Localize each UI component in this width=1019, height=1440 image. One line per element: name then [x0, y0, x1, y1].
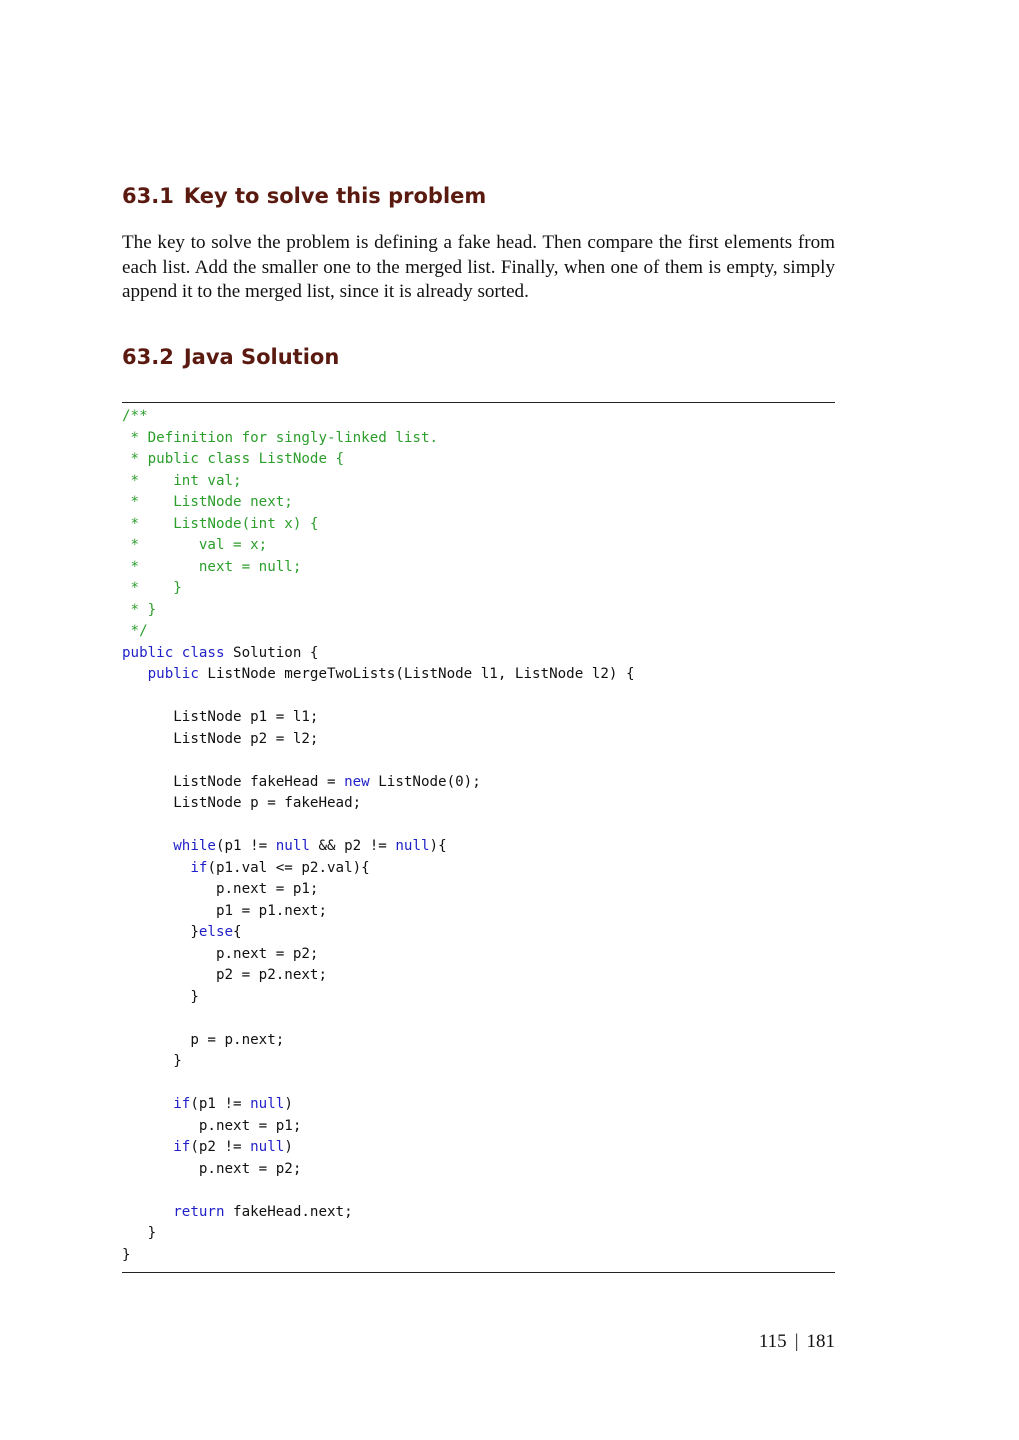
code-text: [173, 645, 182, 661]
code-line: [122, 449, 635, 471]
code-text: }: [122, 988, 199, 1005]
code-text: (p1 !=: [215, 838, 276, 854]
code-line: [122, 987, 635, 1009]
code-text: }: [122, 1225, 157, 1241]
code-text: ): [284, 1139, 293, 1155]
section-number: 63.1: [122, 184, 174, 208]
code-line: [122, 1051, 635, 1073]
section-title: Java Solution: [183, 345, 340, 369]
section-heading-key: [122, 184, 486, 208]
code-text: }: [122, 1246, 131, 1263]
code-line: [122, 621, 635, 643]
code-text: (p2 !=: [190, 1139, 251, 1155]
code-comment: * next = null;: [122, 558, 302, 575]
code-line: [122, 793, 635, 815]
code-line: [122, 944, 635, 966]
code-line: [122, 1159, 635, 1181]
code-keyword: if: [173, 1139, 191, 1155]
code-line: [122, 772, 635, 794]
code-line: [122, 664, 635, 686]
code-text: }: [122, 1053, 182, 1069]
code-comment: * public class ListNode {: [122, 451, 345, 467]
code-text: (p1 !=: [190, 1096, 251, 1112]
code-keyword: new: [344, 773, 370, 790]
code-text: p = p.next;: [122, 1031, 285, 1048]
code-keyword: while: [173, 838, 216, 854]
code-text: [122, 838, 173, 854]
code-top-rule: [122, 402, 835, 403]
code-comment: * Definition for singly-linked list.: [122, 429, 439, 446]
code-line: [122, 1223, 635, 1245]
body-paragraph: The key to solve the problem is defining a fake head. Then compare the first elements from each list. Add the smaller one to the merged list. Finally, when one of them is empty, simply append it to the merged list, since it is already sorted.: [122, 232, 835, 302]
code-text: ListNode p1 = l1;: [122, 709, 319, 725]
code-line: [122, 729, 635, 751]
code-text: [122, 1096, 173, 1112]
code-keyword: else: [198, 924, 234, 940]
code-text: [122, 1204, 173, 1220]
code-keyword: if: [173, 1096, 191, 1112]
code-line: [122, 1030, 635, 1052]
code-line: [122, 901, 635, 923]
section-heading-java-solution: [122, 345, 339, 369]
code-line: [122, 965, 635, 987]
code-listing: [122, 406, 635, 1266]
code-line: [122, 750, 635, 772]
code-keyword: null: [250, 1096, 285, 1112]
current-page: 115: [758, 1331, 787, 1352]
code-bottom-rule: [122, 1272, 835, 1273]
code-text: [122, 1139, 173, 1155]
code-text: ): [284, 1096, 293, 1112]
code-text: p.next = p2;: [122, 945, 319, 962]
code-line: [122, 428, 635, 450]
code-comment: /**: [122, 408, 148, 424]
code-text: (p1.val <= p2.val){: [207, 859, 370, 876]
code-keyword: null: [395, 838, 430, 854]
code-text: {: [233, 924, 242, 940]
code-text: fakeHead.next;: [224, 1203, 353, 1220]
code-keyword: public: [122, 644, 174, 661]
code-line: [122, 643, 635, 665]
code-comment: * }: [122, 580, 182, 596]
code-line: [122, 922, 635, 944]
code-line: [122, 836, 635, 858]
code-line: [122, 471, 635, 493]
code-line: [122, 578, 635, 600]
code-text: && p2 !=: [309, 838, 396, 854]
code-text: ListNode p = fakeHead;: [122, 795, 362, 811]
code-line: [122, 557, 635, 579]
code-keyword: null: [250, 1139, 285, 1155]
code-comment: * ListNode(int x) {: [122, 515, 319, 532]
code-text: p.next = p2;: [122, 1160, 302, 1177]
code-text: ListNode p2 = l2;: [122, 730, 319, 747]
code-line: [122, 1202, 635, 1224]
code-line: [122, 1137, 635, 1159]
code-line: [122, 406, 635, 428]
code-comment: */: [122, 623, 148, 639]
code-keyword: null: [275, 838, 310, 854]
code-line: [122, 815, 635, 837]
code-text: ListNode fakeHead =: [122, 773, 345, 790]
code-comment: * val = x;: [122, 537, 268, 553]
code-line: [122, 1073, 635, 1095]
code-text: p.next = p1;: [122, 1117, 302, 1134]
code-line: [122, 1094, 635, 1116]
code-line: [122, 514, 635, 536]
code-line: [122, 686, 635, 708]
code-line: [122, 492, 635, 514]
code-text: [122, 860, 190, 876]
code-line: [122, 1116, 635, 1138]
code-text: [122, 666, 148, 682]
code-text: p1 = p1.next;: [122, 902, 327, 919]
code-line: [122, 879, 635, 901]
code-text: }: [122, 924, 199, 940]
code-text: Solution {: [224, 644, 319, 661]
code-keyword: class: [181, 644, 225, 661]
code-text: ){: [429, 838, 447, 854]
code-line: [122, 1245, 635, 1267]
code-line: [122, 707, 635, 729]
section-title: Key to solve this problem: [183, 184, 487, 208]
code-line: [122, 535, 635, 557]
code-line: [122, 600, 635, 622]
code-line: [122, 1008, 635, 1030]
code-text: p.next = p1;: [122, 881, 319, 897]
page-number: [759, 1331, 835, 1353]
code-keyword: public: [147, 666, 199, 682]
code-keyword: if: [190, 859, 208, 876]
total-pages: 181: [806, 1331, 835, 1352]
code-text: p2 = p2.next;: [122, 967, 327, 983]
page-separator: |: [794, 1331, 799, 1352]
code-comment: * int val;: [122, 472, 242, 489]
code-line: [122, 858, 635, 880]
section-number: 63.2: [122, 345, 174, 369]
code-text: ListNode(0);: [369, 773, 481, 790]
code-text: ListNode mergeTwoLists(ListNode l1, ListNode l2) {: [198, 666, 635, 682]
code-comment: * }: [122, 601, 157, 618]
code-comment: * ListNode next;: [122, 494, 293, 510]
code-line: [122, 1180, 635, 1202]
code-keyword: return: [173, 1203, 225, 1220]
